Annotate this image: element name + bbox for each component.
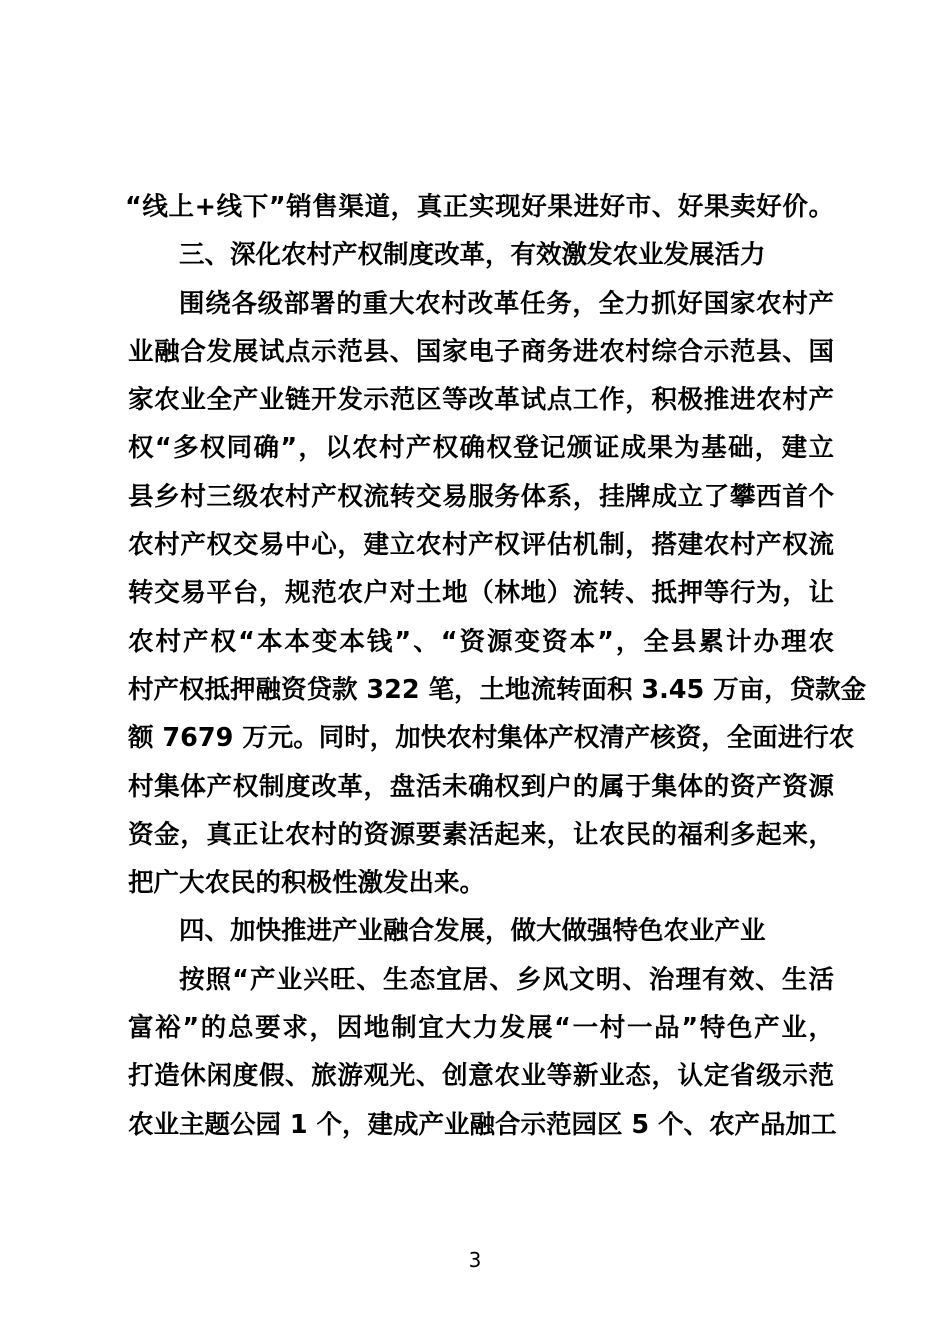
text-line: 转交易平台，规范农户对土地（林地）流转、抵押等行为，让 xyxy=(128,578,834,609)
text-line: 额 7679 万元。同时，加快农村集体产权清产核资，全面进行农 xyxy=(128,723,855,754)
text-line: 村产权抵押融资贷款 322 笔，土地流转面积 3.45 万亩，贷款金 xyxy=(128,674,867,705)
section-heading: 三、深化农村产权制度改革，有效激发农业发展活力 xyxy=(179,240,766,271)
document-body xyxy=(125,183,867,1149)
text-line: 县乡村三级农村产权流转交易服务体系，挂牌成立了攀西首个 xyxy=(128,481,834,512)
text-line: 村集体产权制度改革，盘活未确权到户的属于集体的资产资源 xyxy=(128,771,834,802)
text-line: 业融合发展试点示范县、国家电子商务进农村综合示范县、国 xyxy=(128,336,834,367)
text-line: 打造休闲度假、旅游观光、创意农业等新业态，认定省级示范 xyxy=(128,1061,834,1092)
text-line: 围绕各级部署的重大农村改革任务，全力抓好国家农村产 xyxy=(179,288,834,319)
page-number: 3 xyxy=(468,1248,482,1272)
text-line: 农村产权交易中心，建立农村产权评估机制，搭建农村产权流 xyxy=(128,530,834,561)
text-line: 资金，真正让农村的资源要素活起来，让农民的福利多起来， xyxy=(128,819,834,850)
text-line: 富裕”的总要求，因地制宜大力发展“一村一品”特色产业， xyxy=(128,1013,834,1044)
text-line: 家农业全产业链开发示范区等改革试点工作，积极推进农村产 xyxy=(128,385,834,416)
text-line: 农业主题公园 1 个，建成产业融合示范园区 5 个、农产品加工 xyxy=(128,1109,837,1140)
text-line: 把广大农民的积极性激发出来。 xyxy=(128,868,486,899)
text-line: 农村产权“本本变本钱”、“资源变资本”，全县累计办理农 xyxy=(128,626,834,657)
section-heading: 四、加快推进产业融合发展，做大做强特色农业产业 xyxy=(179,916,766,947)
text-line: “线上+线下”销售渠道，真正实现好果进好市、好果卖好价。 xyxy=(125,192,834,222)
text-line: 权“多权同确”，以农村产权确权登记颁证成果为基础，建立 xyxy=(128,433,834,464)
text-line: 按照“产业兴旺、生态宜居、乡风文明、治理有效、生活 xyxy=(179,964,834,995)
